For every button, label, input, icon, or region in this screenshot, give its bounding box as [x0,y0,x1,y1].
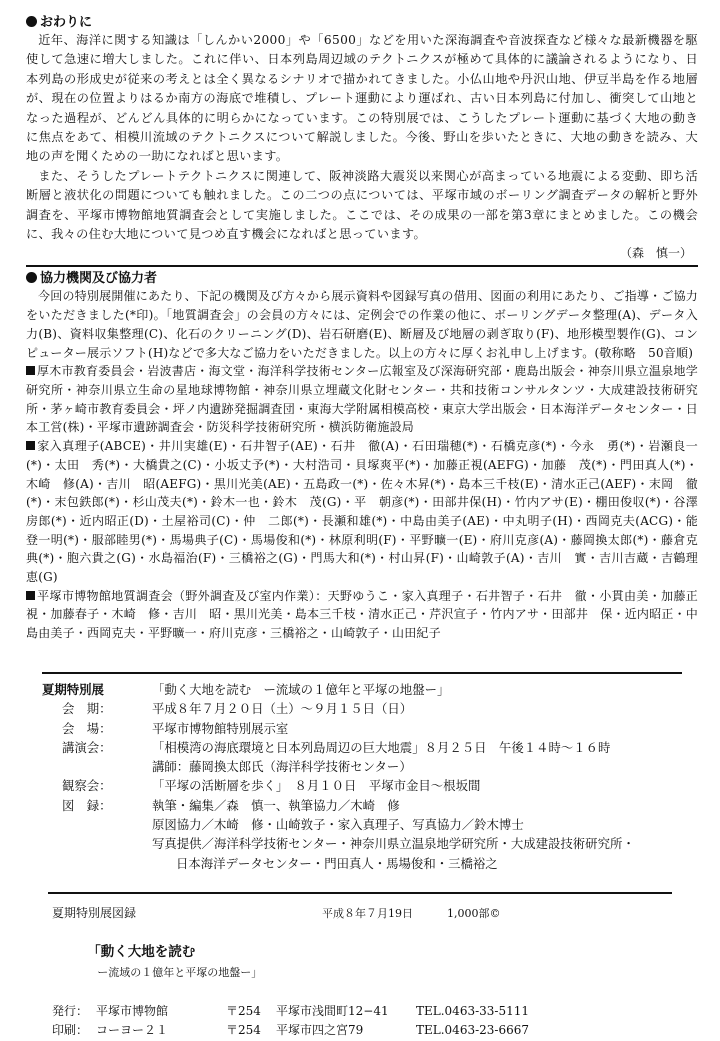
value: 平塚市博物館特別展示室 [152,720,289,736]
section-owarini [26,14,698,263]
heading-text: 協力機関及び協力者 [40,271,158,287]
catalog-row [42,834,682,853]
lecturer-row [42,757,682,776]
value: 日本海洋データセンター・門田真人・馬場俊和・三橋裕之 [176,855,498,871]
label: 図 録： [62,797,112,813]
value: 「平塚の活断層を歩く」 ８月１０日 平塚市金目〜根坂間 [152,778,481,794]
exhibition-info [42,680,682,873]
publish-date: 平成８年７月19日 [322,907,413,920]
value: 執筆・編集／森 慎一、執筆協力／木崎 修 [152,797,400,813]
postal-code: 〒254 [226,1003,261,1018]
member-names: 平塚市博物館地質調査会（野外調査及び室内作業）：天野ゆうこ・家入真理子・石井智子・石井 徹・小貫由美・加藤正視・加藤春子・木崎 修・吉川 昭・黒川光美・島本三千枝・清水正己・芹沢宣子・竹内アサ・田部井 保・近内昭正・中島由美子・西岡克夫・平野曠一・府川克彦・三橋裕之・山崎敦子・山田紀子 [26,588,698,641]
paragraph: また、そうしたプレートテクトニクスに関連して、阪神淡路大震災以来関心が高まっている地震による変動、即ち活断層と液状化の問題についても触れました。この二つの点については、平塚市域のボーリング調査データの解析と野外調査を、平塚市博物館地質調査会として実施しました。ここでは、その成果の一部を第3章にまとめました。この機会に、我々の住む大地について見つめ直す機会になればと思っています。 [26,168,698,242]
individual-names: 家入真理子(ABCE)・井川実雄(E)・石井智子(AE)・石井 徹(A)・石田瑞穂(*)・石橋克彦(*)・今永 勇(*)・岩瀬良一(*)・太田 秀(*)・大橋貴之(C)・小坂丈予(*)・大村浩司・貝塚爽平(*)・加藤正視(AEFG)・加藤 茂(*)・門田真人(*)・木崎 修(A)・吉川 昭(AEFG)・黒川光美(AE)・五島政一(*)・佐々木昇(*)・島本三千枝(E)・清水正己(AEF)・末岡 徹(*)・末包鉄郎(*)・杉山茂夫(*)・鈴木一也・鈴木 茂(G)・平 朝彦(*)・田部井保(H)・竹内アサ(E)・棚田俊収(*)・谷澤房郎(*)・近内昭正(D)・土屋裕司(C)・仲 二郎(*)・長瀬和雄(*)・中島由美子(AE)・中丸明子(H)・西岡克夫(ACG)・能登一明(*)・服部睦男(*)・馬場典子(C)・馬場俊和(*)・林原利明(F)・平野曠一(E)・府川克彦(A)・藤岡換太郎(*)・藤倉克典(*)・胞六貴之(G)・水島福治(F)・三橋裕之(G)・門馬大和(*)・村山昇(F)・山崎敦子(A)・吉川 實・吉川吉蔵・吉鶴理恵(G) [26,439,698,585]
value: 原図協力／木崎 修・山崎敦子・家入真理子、写真協力／鈴木博士 [152,817,524,833]
catalog-row [42,815,682,834]
section-cooperators [26,270,698,642]
label-spacer [42,815,152,834]
label: 会 期： [62,701,112,717]
label: 会 場： [62,720,112,736]
address: 平塚市四之宮79 [276,1023,364,1037]
label: 観察会： [62,778,112,794]
print-count: 1,000部© [447,907,501,920]
publisher-row [52,1002,662,1022]
label: 印刷： [52,1023,89,1037]
catalog-row [42,796,682,815]
label: 講演会： [62,739,112,755]
square-bullet-icon [26,591,35,600]
heading-text: おわりに [40,15,93,30]
intro-paragraph: 今回の特別展開催にあたり、下記の機関及び方々から展示資料や図録写真の借用、図面の利用にあたり、ご指導・ご協力をいただきました(*印)。「地質調査会」の会員の方々には、定例会での作業の他に、ボーリングデータ整理(A)、データ入力(B)、資料収集整理(C)、化石のクリーニング(D)、岩石研磨(E)、断層及び地層の剥ぎ取り(F)、地形模型製作(G)、コンピューター展示ソフト(H)などで多大なご協力をいただきました。以上の方々に厚くお礼申し上げます。(敬称略 50音順) [26,289,698,360]
colophon-top-rule [48,892,672,894]
catalog-subtitle: ー流域の１億年と平塚の地盤ー」 [97,965,263,979]
member-list [26,587,698,643]
author-signature: （森 慎一） [619,246,692,261]
colophon [52,904,662,1041]
lecture-row [42,738,682,757]
colophon-series-row [52,904,662,924]
square-bullet-icon [26,366,35,375]
phone: TEL.0463-33-5111 [416,1003,530,1018]
catalog-title: 「動く大地を読む [87,944,196,960]
bullet-icon [26,272,37,283]
paragraph: 近年、海洋に関する知識は「しんかい2000」や「6500」などを用いた深海調査や音波探査など様々な最新機器を駆使して急速に増大しました。これに伴い、日本列島周辺域のテクトニクスが極めて具体的に議論されるようになり、日本列島の形成史が従来の考えとは全く異なるシナリオで描かれてきました。小仏山地や丹沢山地、伊豆半島を作る地層が、現在の位置よりはるか南方の海底で堆積し、プレート運動により運ばれ、古い日本列島に付加し、衝突して山地となった過程が、どんどん具体的に明らかになっています。この特別展では、こうしたプレート運動に基づく大地の動きに焦点をあて、相模川流域のテクトニクスについて解説しました。今後、野山を歩いたときに、大地の動きを読み、大地の声を聞くための一助になればと思います。 [26,33,698,164]
document-page [26,14,698,643]
catalog-row [42,854,682,873]
section-divider [26,265,698,267]
value: 「相模湾の海底環境と日本列島周辺の巨大地震」８月２５日 午後１４時〜１６時 [152,739,611,755]
individual-list [26,437,698,587]
label: 発行： [52,1003,89,1018]
value: 写真提供／海洋科学技術センター・神奈川県立温泉地学研究所・大成建設技術研究所・ [152,836,635,852]
label-spacer [42,757,152,776]
label: 夏期特別展 [42,682,104,697]
printer-name: コーヨー２１ [96,1023,169,1037]
bullet-icon [26,16,37,27]
section-heading [26,14,698,31]
square-bullet-icon [26,441,35,450]
label-spacer [42,854,152,873]
institution-list [26,362,698,437]
exhibition-top-rule [42,672,682,674]
period-row [42,699,682,718]
venue-row [42,719,682,738]
section-heading [26,270,698,287]
value: 平成８年７月２０日（土）〜９月１５日（日） [152,701,413,717]
printer-row [52,1021,662,1041]
label-spacer [42,834,152,853]
value: 講師：藤岡換太郎氏（海洋科学技術センター） [152,759,412,775]
tour-row [42,776,682,795]
postal-code: 〒254 [226,1023,261,1037]
value: 「動く大地を読む ー流域の１億年と平塚の地盤ー」 [152,682,450,697]
address: 平塚市浅間町12−41 [276,1003,389,1018]
institution-names: 厚木市教育委員会・岩波書店・海文堂・海洋科学技術センター広報室及び深海研究部・鹿島出版会・神奈川県立温泉地学研究所・神奈川県立生命の星地球博物館・神奈川県立埋蔵文化財センター・共和技術コンサルタンツ・大成建設技術研究所・茅ヶ崎市教育委員会・坪ノ内遺跡発掘調査団・東海大学附属相模高校・東京大学出版会・日本海洋データセンター・日本工営(株)・平塚市遺跡調査会・防災科学技術研究所・横浜防衛施設局 [26,364,698,435]
publisher-name: 平塚市博物館 [96,1003,169,1018]
series-name: 夏期特別展図録 [52,906,137,920]
colophon-title-row [52,924,662,1002]
exhibition-title-row [42,680,682,699]
phone: TEL.0463-23-6667 [416,1023,530,1037]
